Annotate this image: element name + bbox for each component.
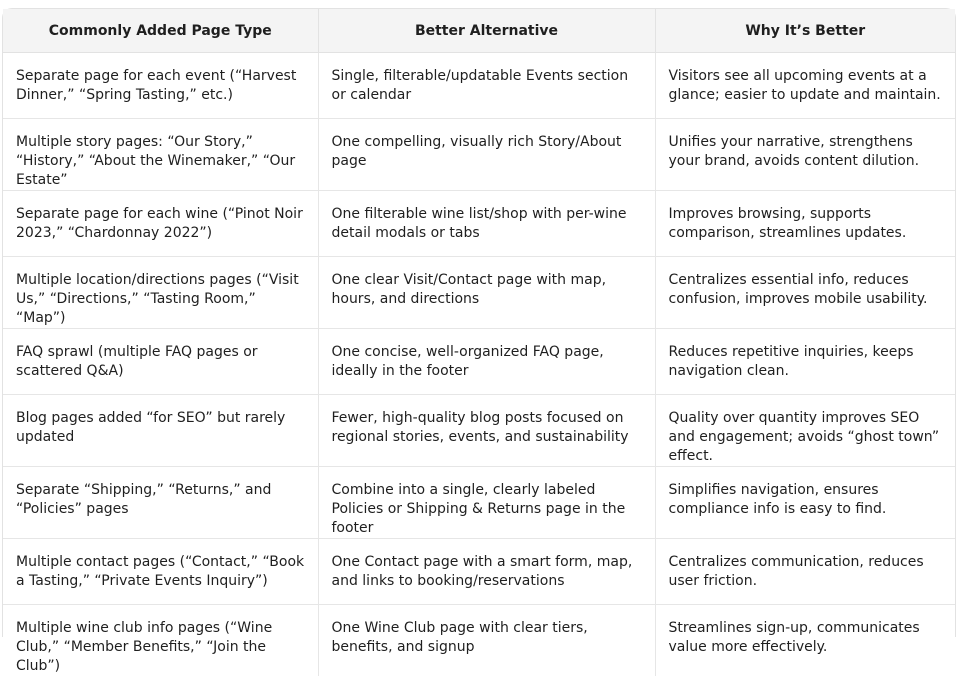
cell-reason: Reduces repetitive inquiries, keeps navigation clean. (655, 329, 955, 395)
cell-reason: Quality over quantity improves SEO and engagement; avoids “ghost town” effect. (655, 395, 955, 467)
table-row (3, 467, 955, 539)
cell-reason: Unifies your narrative, strengthens your brand, avoids content dilution. (655, 119, 955, 191)
cell-alternative: One concise, well-organized FAQ page, ideally in the footer (318, 329, 655, 395)
cell-alternative: Single, filterable/updatable Events section or calendar (318, 53, 655, 119)
table-row (3, 605, 955, 676)
cell-alternative: One Wine Club page with clear tiers, benefits, and signup (318, 605, 655, 676)
cell-page-type: Separate page for each event (“Harvest Dinner,” “Spring Tasting,” etc.) (3, 53, 318, 119)
cell-page-type: Separate “Shipping,” “Returns,” and “Policies” pages (3, 467, 318, 539)
cell-alternative: One clear Visit/Contact page with map, hours, and directions (318, 257, 655, 329)
cell-page-type: Multiple story pages: “Our Story,” “History,” “About the Winemaker,” “Our Estate” (3, 119, 318, 191)
cell-reason: Streamlines sign-up, communicates value more effectively. (655, 605, 955, 676)
header-better-alternative: Better Alternative (318, 9, 655, 53)
table-header-row (3, 9, 955, 53)
table-row (3, 119, 955, 191)
cell-reason: Improves browsing, supports comparison, streamlines updates. (655, 191, 955, 257)
comparison-table (3, 9, 955, 676)
header-page-type: Commonly Added Page Type (3, 9, 318, 53)
table-row (3, 395, 955, 467)
cell-alternative: One compelling, visually rich Story/About page (318, 119, 655, 191)
cell-reason: Centralizes communication, reduces user friction. (655, 539, 955, 605)
cell-reason: Visitors see all upcoming events at a glance; easier to update and maintain. (655, 53, 955, 119)
cell-page-type: Multiple contact pages (“Contact,” “Book a Tasting,” “Private Events Inquiry”) (3, 539, 318, 605)
cell-alternative: Fewer, high-quality blog posts focused on regional stories, events, and sustainability (318, 395, 655, 467)
cell-page-type: Multiple wine club info pages (“Wine Club,” “Member Benefits,” “Join the Club”) (3, 605, 318, 676)
comparison-table-container (2, 8, 956, 637)
cell-page-type: FAQ sprawl (multiple FAQ pages or scattered Q&A) (3, 329, 318, 395)
cell-alternative: Combine into a single, clearly labeled Policies or Shipping & Returns page in the footer (318, 467, 655, 539)
cell-alternative: One Contact page with a smart form, map, and links to booking/reservations (318, 539, 655, 605)
table-row (3, 257, 955, 329)
table-row (3, 539, 955, 605)
cell-page-type: Blog pages added “for SEO” but rarely updated (3, 395, 318, 467)
cell-page-type: Multiple location/directions pages (“Visit Us,” “Directions,” “Tasting Room,” “Map”) (3, 257, 318, 329)
cell-alternative: One filterable wine list/shop with per-wine detail modals or tabs (318, 191, 655, 257)
header-why-better: Why It’s Better (655, 9, 955, 53)
cell-page-type: Separate page for each wine (“Pinot Noir 2023,” “Chardonnay 2022”) (3, 191, 318, 257)
cell-reason: Simplifies navigation, ensures compliance info is easy to find. (655, 467, 955, 539)
cell-reason: Centralizes essential info, reduces confusion, improves mobile usability. (655, 257, 955, 329)
table-row (3, 329, 955, 395)
table-row (3, 53, 955, 119)
table-row (3, 191, 955, 257)
